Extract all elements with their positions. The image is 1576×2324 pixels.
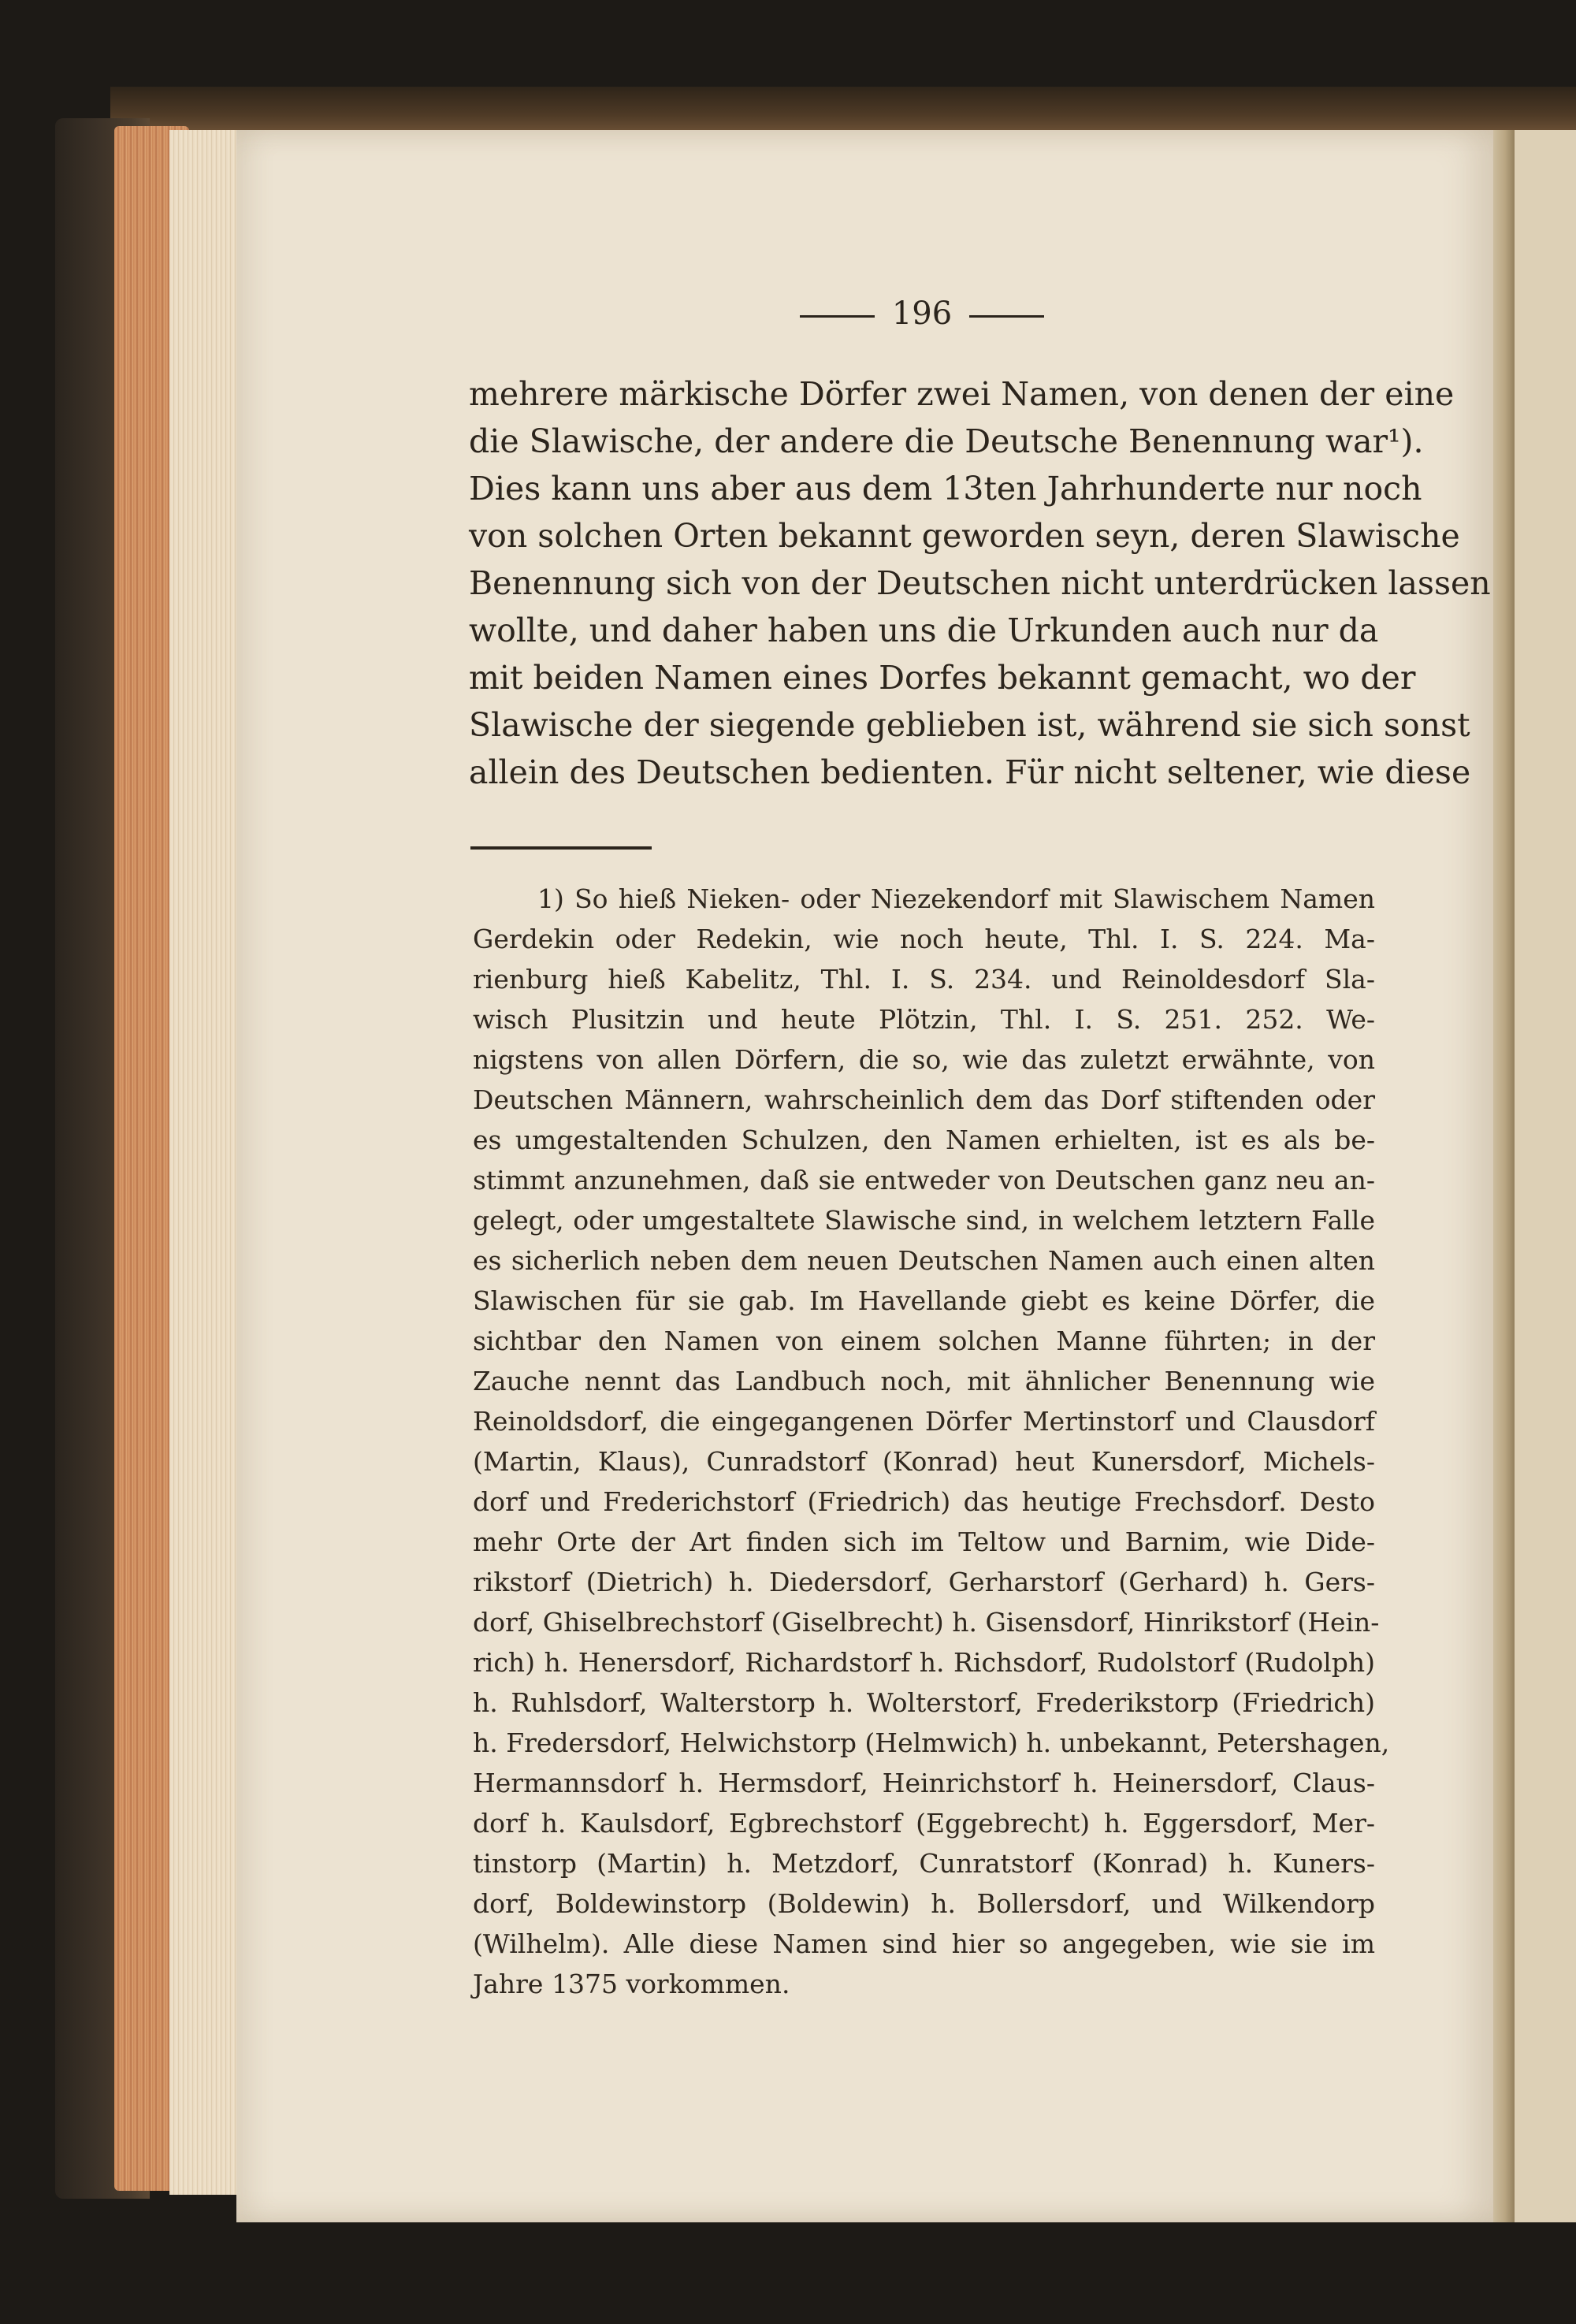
book-gutter — [1493, 130, 1517, 2222]
main-text — [469, 370, 1491, 796]
footnote-line: gelegt, oder umgestaltete Slawische sind, in welchem letztern Falle — [473, 1205, 1375, 1236]
text-line: wollte, und daher haben uns die Urkunden auch nur da — [469, 612, 1379, 649]
footnote-line: wisch Plusitzin und heute Plötzin, Thl. I. S. 251. 252. We- — [473, 1004, 1375, 1035]
footnote-line: 1) So hieß Nieken- oder Niezekendorf mit Slawischem Namen — [537, 883, 1375, 914]
footnote-separator — [470, 846, 652, 850]
text-line: Slawische der siegende geblieben ist, während sie sich sonst — [469, 706, 1470, 744]
footnote — [473, 879, 1390, 2004]
page-number-text: 196 — [891, 296, 953, 332]
footnote-line: h. Ruhlsdorf, Walterstorp h. Wolterstorf, Frederikstorp (Friedrich) — [473, 1687, 1375, 1718]
page-number-dash-left — [800, 315, 875, 318]
footnote-line: sichtbar den Namen von einem solchen Manne führten; in der — [473, 1326, 1375, 1356]
text-line: allein des Deutschen bedienten. Für nicht seltener, wie diese — [469, 753, 1471, 791]
page-number-dash-right — [969, 315, 1044, 318]
footnote-line: h. Fredersdorf, Helwichstorp (Helmwich) h. unbekannt, Petershagen, — [473, 1727, 1390, 1758]
page-number — [756, 296, 1087, 332]
footnote-line: tinstorp (Martin) h. Metzdorf, Cunratstorf (Konrad) h. Kuners- — [473, 1848, 1375, 1879]
footnote-line: rikstorf (Dietrich) h. Diedersdorf, Gerharstorf (Gerhard) h. Gers- — [473, 1567, 1375, 1597]
footnote-line: Gerdekin oder Redekin, wie noch heute, Thl. I. S. 224. Ma- — [473, 924, 1375, 954]
footnote-line: es umgestaltenden Schulzen, den Namen erhielten, ist es als be- — [473, 1125, 1375, 1155]
text-line: Dies kann uns aber aus dem 13ten Jahrhunderte nur noch — [469, 470, 1422, 508]
footnote-line: es sicherlich neben dem neuen Deutschen Namen auch einen alten — [473, 1245, 1375, 1276]
footnote-line: rienburg hieß Kabelitz, Thl. I. S. 234. und Reinoldesdorf Sla- — [473, 964, 1375, 995]
book-cover-top — [110, 87, 1576, 134]
text-line: von solchen Orten bekannt geworden seyn, deren Slawische — [469, 517, 1460, 555]
footnote-line: (Wilhelm). Alle diese Namen sind hier so angegeben, wie sie im — [473, 1928, 1375, 1959]
footnote-line: Reinoldsdorf, die eingegangenen Dörfer Mertinstorf und Clausdorf — [473, 1406, 1375, 1437]
footnote-line: Deutschen Männern, wahrscheinlich dem das Dorf stiftenden oder — [473, 1084, 1375, 1115]
footnote-line: dorf, Ghiselbrechstorf (Giselbrecht) h. Gisensdorf, Hinrikstorf (Hein- — [473, 1607, 1380, 1638]
text-line: Benennung sich von der Deutschen nicht unterdrücken lassen — [469, 564, 1491, 602]
footnote-line: Hermannsdorf h. Hermsdorf, Heinrichstorf h. Heinersdorf, Claus- — [473, 1768, 1375, 1798]
text-line: die Slawische, der andere die Deutsche Benennung war¹). — [469, 422, 1424, 460]
footnote-line: nigstens von allen Dörfern, die so, wie das zuletzt erwähnte, von — [473, 1044, 1375, 1075]
footnote-line: dorf und Frederichstorf (Friedrich) das heutige Frechsdorf. Desto — [473, 1486, 1375, 1517]
footnote-line: Zauche nennt das Landbuch noch, mit ähnlicher Benennung wie — [473, 1366, 1375, 1396]
page-stack — [169, 130, 240, 2195]
footnote-line: mehr Orte der Art finden sich im Teltow und Barnim, wie Dide- — [473, 1526, 1375, 1557]
footnote-line: Slawischen für sie gab. Im Havellande giebt es keine Dörfer, die — [473, 1285, 1375, 1316]
facing-page-edge — [1515, 130, 1576, 2222]
text-line: mit beiden Namen eines Dorfes bekannt gemacht, wo der — [469, 659, 1416, 697]
footnote-line: dorf, Boldewinstorp (Boldewin) h. Bollersdorf, und Wilkendorp — [473, 1888, 1375, 1919]
footnote-line: dorf h. Kaulsdorf, Egbrechstorf (Eggebrecht) h. Eggersdorf, Mer- — [473, 1808, 1375, 1839]
footnote-line: (Martin, Klaus), Cunradstorf (Konrad) heut Kunersdorf, Michels- — [473, 1446, 1375, 1477]
footnote-line: rich) h. Henersdorf, Richardstorf h. Richsdorf, Rudolstorf (Rudolph) — [473, 1647, 1375, 1678]
text-line: mehrere märkische Dörfer zwei Namen, von denen der eine — [469, 375, 1455, 413]
footnote-line: stimmt anzunehmen, daß sie entweder von Deutschen ganz neu an- — [473, 1165, 1375, 1195]
footnote-line: Jahre 1375 vorkommen. — [473, 1969, 790, 1999]
